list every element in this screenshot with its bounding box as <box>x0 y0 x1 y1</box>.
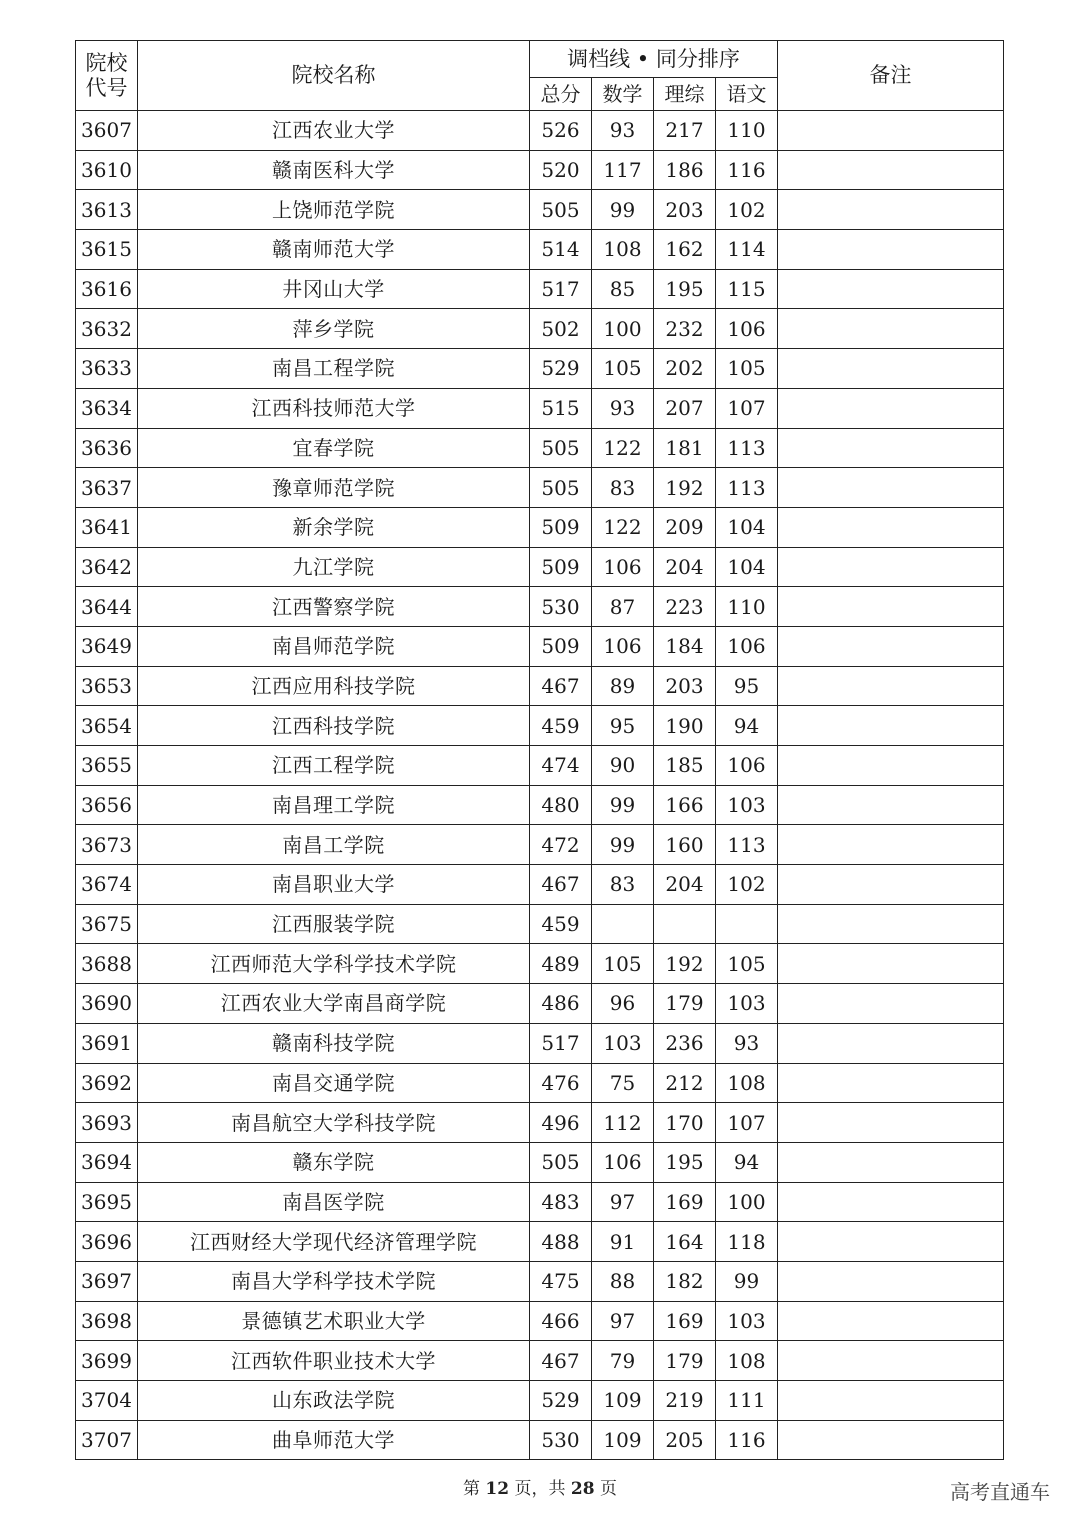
cell-remark <box>778 706 1004 746</box>
cell-school-code: 3698 <box>76 1301 138 1341</box>
cell-school-code: 3636 <box>76 428 138 468</box>
cell-school-code: 3653 <box>76 666 138 706</box>
table-row <box>76 190 1004 230</box>
cell-school-code: 3696 <box>76 1222 138 1262</box>
cell-school-code: 3634 <box>76 388 138 428</box>
cell-chinese: 108 <box>716 1341 778 1381</box>
cell-science: 217 <box>654 111 716 151</box>
cell-school-code: 3610 <box>76 150 138 190</box>
cell-math: 91 <box>592 1222 654 1262</box>
cell-school-code: 3693 <box>76 1103 138 1143</box>
header-school-code <box>76 41 138 111</box>
table-row <box>76 1103 1004 1143</box>
cell-school-name: 赣南医科大学 <box>138 150 530 190</box>
cell-total: 483 <box>530 1182 592 1222</box>
table-row <box>76 269 1004 309</box>
cell-school-code: 3707 <box>76 1420 138 1460</box>
cell-science: 204 <box>654 865 716 905</box>
footer-middle: 页，共 <box>509 1479 571 1499</box>
cell-chinese: 105 <box>716 349 778 389</box>
cell-math: 83 <box>592 865 654 905</box>
cell-school-name: 南昌工程学院 <box>138 349 530 389</box>
table-row <box>76 349 1004 389</box>
cell-science: 205 <box>654 1420 716 1460</box>
table-row <box>76 865 1004 905</box>
table-row <box>76 547 1004 587</box>
cell-school-code: 3690 <box>76 984 138 1024</box>
cell-chinese: 113 <box>716 428 778 468</box>
header-code-line2: 代号 <box>85 75 128 100</box>
cell-math: 122 <box>592 428 654 468</box>
cell-total: 459 <box>530 706 592 746</box>
cell-science: 192 <box>654 468 716 508</box>
cell-remark <box>778 825 1004 865</box>
cell-school-name: 江西科技学院 <box>138 706 530 746</box>
cell-school-name: 南昌医学院 <box>138 1182 530 1222</box>
cell-chinese: 116 <box>716 150 778 190</box>
cell-school-code: 3674 <box>76 865 138 905</box>
table-row <box>76 825 1004 865</box>
cell-science: 192 <box>654 944 716 984</box>
cell-chinese: 113 <box>716 825 778 865</box>
cell-math: 97 <box>592 1301 654 1341</box>
cell-science: 169 <box>654 1301 716 1341</box>
cell-school-code: 3675 <box>76 904 138 944</box>
cell-total: 474 <box>530 746 592 786</box>
cell-chinese: 116 <box>716 1420 778 1460</box>
cell-science: 212 <box>654 1063 716 1103</box>
cell-total: 515 <box>530 388 592 428</box>
cell-chinese: 106 <box>716 309 778 349</box>
cell-remark <box>778 746 1004 786</box>
table-row <box>76 309 1004 349</box>
cell-science: 179 <box>654 1341 716 1381</box>
header-remark: 备注 <box>778 41 1004 111</box>
cell-science: 203 <box>654 190 716 230</box>
cell-total: 480 <box>530 785 592 825</box>
cell-school-name: 曲阜师范大学 <box>138 1420 530 1460</box>
cell-school-code: 3692 <box>76 1063 138 1103</box>
cell-remark <box>778 547 1004 587</box>
cell-remark <box>778 984 1004 1024</box>
cell-remark <box>778 666 1004 706</box>
cell-science: 195 <box>654 1142 716 1182</box>
header-chinese: 语文 <box>716 78 778 111</box>
cell-total: 517 <box>530 269 592 309</box>
cell-science: 179 <box>654 984 716 1024</box>
table-row <box>76 785 1004 825</box>
cell-total: 509 <box>530 507 592 547</box>
table-row <box>76 904 1004 944</box>
cell-total: 505 <box>530 428 592 468</box>
cell-school-name: 新余学院 <box>138 507 530 547</box>
cell-chinese: 118 <box>716 1222 778 1262</box>
cell-chinese: 107 <box>716 1103 778 1143</box>
cell-chinese: 99 <box>716 1261 778 1301</box>
cell-remark <box>778 1381 1004 1421</box>
cell-math: 103 <box>592 1023 654 1063</box>
cell-school-name: 南昌师范学院 <box>138 626 530 666</box>
table-row <box>76 1381 1004 1421</box>
cell-school-code: 3649 <box>76 626 138 666</box>
cell-science: 181 <box>654 428 716 468</box>
cell-math: 89 <box>592 666 654 706</box>
table-row <box>76 1023 1004 1063</box>
cell-science: 184 <box>654 626 716 666</box>
cell-school-name: 景德镇艺术职业大学 <box>138 1301 530 1341</box>
cell-school-code: 3644 <box>76 587 138 627</box>
table-row <box>76 746 1004 786</box>
cell-math: 93 <box>592 388 654 428</box>
cell-math: 90 <box>592 746 654 786</box>
table-row <box>76 388 1004 428</box>
cell-remark <box>778 468 1004 508</box>
cell-science: 219 <box>654 1381 716 1421</box>
cell-science <box>654 904 716 944</box>
cell-math: 79 <box>592 1341 654 1381</box>
cell-science: 232 <box>654 309 716 349</box>
cell-chinese: 100 <box>716 1182 778 1222</box>
cell-school-code: 3633 <box>76 349 138 389</box>
cell-remark <box>778 865 1004 905</box>
footer-suffix: 页 <box>594 1479 617 1499</box>
header-score-group: 调档线 • 同分排序 <box>530 41 778 78</box>
cell-school-code: 3613 <box>76 190 138 230</box>
cell-total: 496 <box>530 1103 592 1143</box>
cell-chinese: 95 <box>716 666 778 706</box>
cell-school-name: 豫章师范学院 <box>138 468 530 508</box>
cell-math: 109 <box>592 1381 654 1421</box>
table-row <box>76 507 1004 547</box>
cell-math: 99 <box>592 785 654 825</box>
cell-school-code: 3632 <box>76 309 138 349</box>
cell-chinese: 102 <box>716 190 778 230</box>
cell-school-name: 宜春学院 <box>138 428 530 468</box>
cell-total: 530 <box>530 1420 592 1460</box>
cell-science: 190 <box>654 706 716 746</box>
cell-total: 475 <box>530 1261 592 1301</box>
table-row <box>76 468 1004 508</box>
cell-school-code: 3642 <box>76 547 138 587</box>
cell-chinese: 104 <box>716 547 778 587</box>
cell-school-name: 江西工程学院 <box>138 746 530 786</box>
table-row <box>76 587 1004 627</box>
cell-chinese: 107 <box>716 388 778 428</box>
table-row <box>76 1420 1004 1460</box>
cell-science: 169 <box>654 1182 716 1222</box>
table-row <box>76 1301 1004 1341</box>
table-row <box>76 706 1004 746</box>
cell-school-code: 3654 <box>76 706 138 746</box>
cell-math: 87 <box>592 587 654 627</box>
table-row <box>76 1222 1004 1262</box>
cell-math: 108 <box>592 230 654 270</box>
cell-total: 472 <box>530 825 592 865</box>
cell-science: 223 <box>654 587 716 627</box>
cell-remark <box>778 1103 1004 1143</box>
cell-math: 97 <box>592 1182 654 1222</box>
cell-school-code: 3688 <box>76 944 138 984</box>
cell-math: 109 <box>592 1420 654 1460</box>
cell-remark <box>778 587 1004 627</box>
cell-total: 459 <box>530 904 592 944</box>
cell-total: 509 <box>530 626 592 666</box>
cell-total: 529 <box>530 349 592 389</box>
cell-chinese: 103 <box>716 984 778 1024</box>
table-row <box>76 944 1004 984</box>
cell-remark <box>778 1063 1004 1103</box>
cell-math: 75 <box>592 1063 654 1103</box>
cell-remark <box>778 944 1004 984</box>
table-row <box>76 1182 1004 1222</box>
cell-chinese: 102 <box>716 865 778 905</box>
cell-remark <box>778 428 1004 468</box>
cell-chinese: 106 <box>716 626 778 666</box>
cell-school-name: 南昌职业大学 <box>138 865 530 905</box>
cell-remark <box>778 309 1004 349</box>
cell-math: 112 <box>592 1103 654 1143</box>
cell-remark <box>778 190 1004 230</box>
cell-school-code: 3656 <box>76 785 138 825</box>
cell-remark <box>778 230 1004 270</box>
cell-school-name: 赣南师范大学 <box>138 230 530 270</box>
cell-science: 170 <box>654 1103 716 1143</box>
cell-total: 476 <box>530 1063 592 1103</box>
cell-chinese: 114 <box>716 230 778 270</box>
cell-math: 88 <box>592 1261 654 1301</box>
cell-school-code: 3699 <box>76 1341 138 1381</box>
cell-remark <box>778 1142 1004 1182</box>
table-row <box>76 428 1004 468</box>
table-row <box>76 1341 1004 1381</box>
cell-remark <box>778 150 1004 190</box>
cell-school-name: 江西财经大学现代经济管理学院 <box>138 1222 530 1262</box>
cell-school-name: 江西应用科技学院 <box>138 666 530 706</box>
cell-school-code: 3641 <box>76 507 138 547</box>
cell-math: 117 <box>592 150 654 190</box>
cell-total: 517 <box>530 1023 592 1063</box>
cell-math: 100 <box>592 309 654 349</box>
table-body <box>76 111 1004 1460</box>
header-total: 总分 <box>530 78 592 111</box>
cell-remark <box>778 111 1004 151</box>
cell-science: 236 <box>654 1023 716 1063</box>
header-school-name: 院校名称 <box>138 41 530 111</box>
cell-school-name: 九江学院 <box>138 547 530 587</box>
cell-school-name: 山东政法学院 <box>138 1381 530 1421</box>
cell-chinese: 94 <box>716 1142 778 1182</box>
cell-school-code: 3697 <box>76 1261 138 1301</box>
cell-math: 105 <box>592 944 654 984</box>
cell-chinese: 106 <box>716 746 778 786</box>
cell-total: 505 <box>530 468 592 508</box>
cell-chinese: 115 <box>716 269 778 309</box>
cell-school-name: 南昌工学院 <box>138 825 530 865</box>
cell-total: 486 <box>530 984 592 1024</box>
cell-science: 160 <box>654 825 716 865</box>
cell-total: 488 <box>530 1222 592 1262</box>
cell-science: 203 <box>654 666 716 706</box>
table-row <box>76 984 1004 1024</box>
cell-school-name: 江西农业大学南昌商学院 <box>138 984 530 1024</box>
cell-science: 209 <box>654 507 716 547</box>
table-row <box>76 111 1004 151</box>
cell-science: 204 <box>654 547 716 587</box>
cell-math: 83 <box>592 468 654 508</box>
table-row <box>76 1142 1004 1182</box>
cell-chinese: 110 <box>716 111 778 151</box>
cell-school-name: 江西服装学院 <box>138 904 530 944</box>
cell-math <box>592 904 654 944</box>
cell-total: 467 <box>530 865 592 905</box>
table-row <box>76 150 1004 190</box>
header-science: 理综 <box>654 78 716 111</box>
cell-school-name: 南昌航空大学科技学院 <box>138 1103 530 1143</box>
cell-total: 505 <box>530 190 592 230</box>
cell-school-name: 江西师范大学科学技术学院 <box>138 944 530 984</box>
cell-remark <box>778 1301 1004 1341</box>
cell-science: 186 <box>654 150 716 190</box>
cell-chinese <box>716 904 778 944</box>
cell-remark <box>778 269 1004 309</box>
cell-math: 85 <box>592 269 654 309</box>
header-code-line1: 院校 <box>85 51 128 76</box>
cell-school-name: 江西警察学院 <box>138 587 530 627</box>
cell-remark <box>778 1222 1004 1262</box>
cell-school-name: 江西农业大学 <box>138 111 530 151</box>
cell-school-name: 萍乡学院 <box>138 309 530 349</box>
cell-science: 164 <box>654 1222 716 1262</box>
cell-chinese: 108 <box>716 1063 778 1103</box>
footer-prefix: 第 <box>463 1479 486 1499</box>
cell-school-name: 赣南科技学院 <box>138 1023 530 1063</box>
cell-remark <box>778 904 1004 944</box>
cell-school-code: 3673 <box>76 825 138 865</box>
cell-chinese: 110 <box>716 587 778 627</box>
cell-remark <box>778 1023 1004 1063</box>
cell-science: 195 <box>654 269 716 309</box>
cell-total: 467 <box>530 666 592 706</box>
cell-math: 95 <box>592 706 654 746</box>
cell-school-name: 南昌大学科学技术学院 <box>138 1261 530 1301</box>
cell-remark <box>778 1341 1004 1381</box>
table-row <box>76 666 1004 706</box>
cell-math: 93 <box>592 111 654 151</box>
cell-school-code: 3637 <box>76 468 138 508</box>
footer-total-pages: 28 <box>570 1479 595 1499</box>
cell-school-name: 江西科技师范大学 <box>138 388 530 428</box>
page-footer <box>0 1474 1080 1499</box>
cell-science: 162 <box>654 230 716 270</box>
cell-remark <box>778 388 1004 428</box>
cell-science: 182 <box>654 1261 716 1301</box>
cell-math: 106 <box>592 1142 654 1182</box>
header-math: 数学 <box>592 78 654 111</box>
cell-math: 99 <box>592 190 654 230</box>
cell-math: 106 <box>592 547 654 587</box>
cell-chinese: 103 <box>716 785 778 825</box>
cell-science: 166 <box>654 785 716 825</box>
cell-chinese: 111 <box>716 1381 778 1421</box>
cell-remark <box>778 785 1004 825</box>
cell-science: 202 <box>654 349 716 389</box>
cell-math: 99 <box>592 825 654 865</box>
table-row <box>76 1261 1004 1301</box>
table-row <box>76 1063 1004 1103</box>
cell-total: 520 <box>530 150 592 190</box>
cell-school-name: 井冈山大学 <box>138 269 530 309</box>
cell-school-name: 南昌理工学院 <box>138 785 530 825</box>
admission-score-table <box>75 40 1004 1460</box>
cell-school-code: 3616 <box>76 269 138 309</box>
cell-school-name: 南昌交通学院 <box>138 1063 530 1103</box>
cell-total: 514 <box>530 230 592 270</box>
cell-total: 489 <box>530 944 592 984</box>
cell-math: 105 <box>592 349 654 389</box>
cell-total: 529 <box>530 1381 592 1421</box>
cell-science: 185 <box>654 746 716 786</box>
cell-chinese: 103 <box>716 1301 778 1341</box>
cell-total: 467 <box>530 1341 592 1381</box>
cell-remark <box>778 1182 1004 1222</box>
cell-school-code: 3607 <box>76 111 138 151</box>
cell-total: 505 <box>530 1142 592 1182</box>
brand-label: 高考直通车 <box>950 1480 1050 1504</box>
cell-school-code: 3704 <box>76 1381 138 1421</box>
cell-school-name: 赣东学院 <box>138 1142 530 1182</box>
cell-total: 509 <box>530 547 592 587</box>
cell-science: 207 <box>654 388 716 428</box>
cell-total: 526 <box>530 111 592 151</box>
cell-school-name: 江西软件职业技术大学 <box>138 1341 530 1381</box>
cell-remark <box>778 507 1004 547</box>
cell-math: 122 <box>592 507 654 547</box>
cell-total: 466 <box>530 1301 592 1341</box>
cell-remark <box>778 349 1004 389</box>
cell-total: 502 <box>530 309 592 349</box>
cell-school-code: 3615 <box>76 230 138 270</box>
cell-chinese: 94 <box>716 706 778 746</box>
cell-school-code: 3695 <box>76 1182 138 1222</box>
cell-chinese: 104 <box>716 507 778 547</box>
cell-school-name: 上饶师范学院 <box>138 190 530 230</box>
table-row <box>76 230 1004 270</box>
cell-remark <box>778 1261 1004 1301</box>
cell-remark <box>778 626 1004 666</box>
table-row <box>76 626 1004 666</box>
cell-math: 96 <box>592 984 654 1024</box>
cell-chinese: 113 <box>716 468 778 508</box>
footer-page-number: 12 <box>485 1479 510 1499</box>
cell-school-code: 3655 <box>76 746 138 786</box>
cell-math: 106 <box>592 626 654 666</box>
cell-school-code: 3691 <box>76 1023 138 1063</box>
cell-school-code: 3694 <box>76 1142 138 1182</box>
cell-chinese: 105 <box>716 944 778 984</box>
cell-remark <box>778 1420 1004 1460</box>
cell-total: 530 <box>530 587 592 627</box>
cell-chinese: 93 <box>716 1023 778 1063</box>
